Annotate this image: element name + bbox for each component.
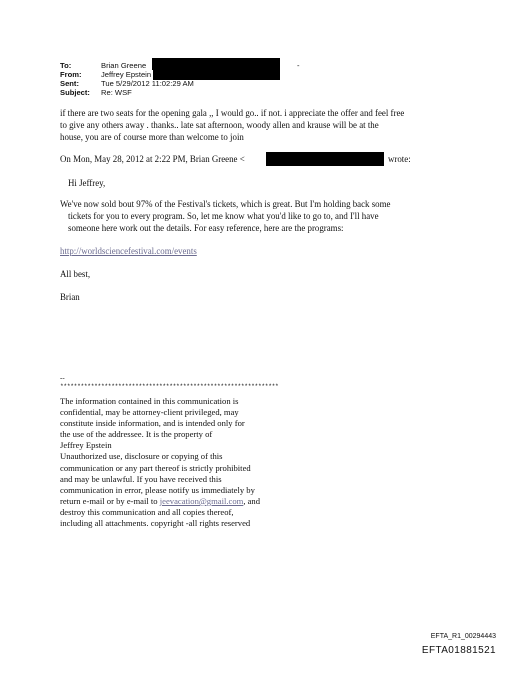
quoted-closing: All best, (60, 269, 91, 279)
disclaimer-line: communication or any part thereof is strictly prohibited (60, 462, 251, 473)
sent-value: Tue 5/29/2012 11:02:29 AM (101, 79, 194, 88)
quoted-intro: On Mon, May 28, 2012 at 2:22 PM, Brian Greene < (60, 154, 245, 164)
disclaimer-line: Jeffrey Epstein (60, 440, 112, 451)
quoted-greeting: Hi Jeffrey, (68, 178, 106, 188)
disclaimer-line: The information contained in this communication is (60, 396, 239, 406)
reply-line: if there are two seats for the opening gala ,, I would go.. if not. i appreciate the offer and feel free (60, 108, 405, 118)
from-value: Jeffrey Epstein (101, 70, 152, 79)
quoted-body-line: We've now sold bout 97% of the Festival's tickets, which is great. But I'm holding back some (60, 199, 391, 209)
subject-value: Re: WSF (101, 88, 132, 97)
events-link[interactable]: http://worldsciencefestival.com/events (60, 246, 197, 256)
quoted-signature: Brian (60, 292, 80, 302)
footer-dashes: -- (60, 374, 65, 382)
email-link[interactable]: jeevacation@gmail.com (159, 495, 244, 506)
disclaimer-line: the use of the addressee. It is the property of (60, 429, 213, 440)
disclaimer-email-line (60, 496, 260, 507)
disclaimer-line: including all attachments. copyright -all rights reserved (60, 518, 251, 529)
bates-code-1: EFTA_R1_00294443 (430, 633, 496, 640)
to-label: To: (60, 61, 72, 70)
disclaimer-email-after: , and (243, 495, 261, 506)
disclaimer-line: confidential, may be attorney-client privileged, may (60, 407, 239, 418)
quoted-wrote: wrote: (388, 154, 411, 164)
quoted-body-line: someone here work out the details. For easy reference, here are the programs: (68, 223, 344, 233)
to-value: Brian Greene (101, 61, 147, 70)
disclaimer (60, 396, 260, 529)
disclaimer-line: constitute inside information, and is intended only for (60, 418, 245, 429)
sent-label: Sent: (60, 79, 79, 88)
subject-label: Subject: (60, 88, 90, 97)
to-trailing: - (297, 61, 300, 70)
disclaimer-email-before: return e-mail or by e-mail to (60, 495, 160, 506)
redaction-quoted-email (266, 152, 384, 166)
footer-stars: **************************************************************** (60, 383, 279, 390)
from-label: From: (60, 70, 82, 79)
disclaimer-line: destroy this communication and all copies thereof, (60, 506, 234, 517)
bates-code-2: EFTA01881521 (421, 645, 496, 656)
quoted-body-line: tickets for you to every program. So, let me know what you'd like to go to, and I'll have (68, 211, 379, 221)
disclaimer-line: and may be unlawful. If you have received this (60, 473, 222, 484)
reply-line: to give any others away . thanks.. late sat afternoon, woody allen and krause will be at the (60, 120, 379, 130)
reply-line: house, you are of course more than welcome to join (60, 132, 244, 142)
disclaimer-line: communication in error, please notify us immediately by (60, 484, 255, 495)
disclaimer-line: Unauthorized use, disclosure or copying of this (60, 451, 223, 462)
